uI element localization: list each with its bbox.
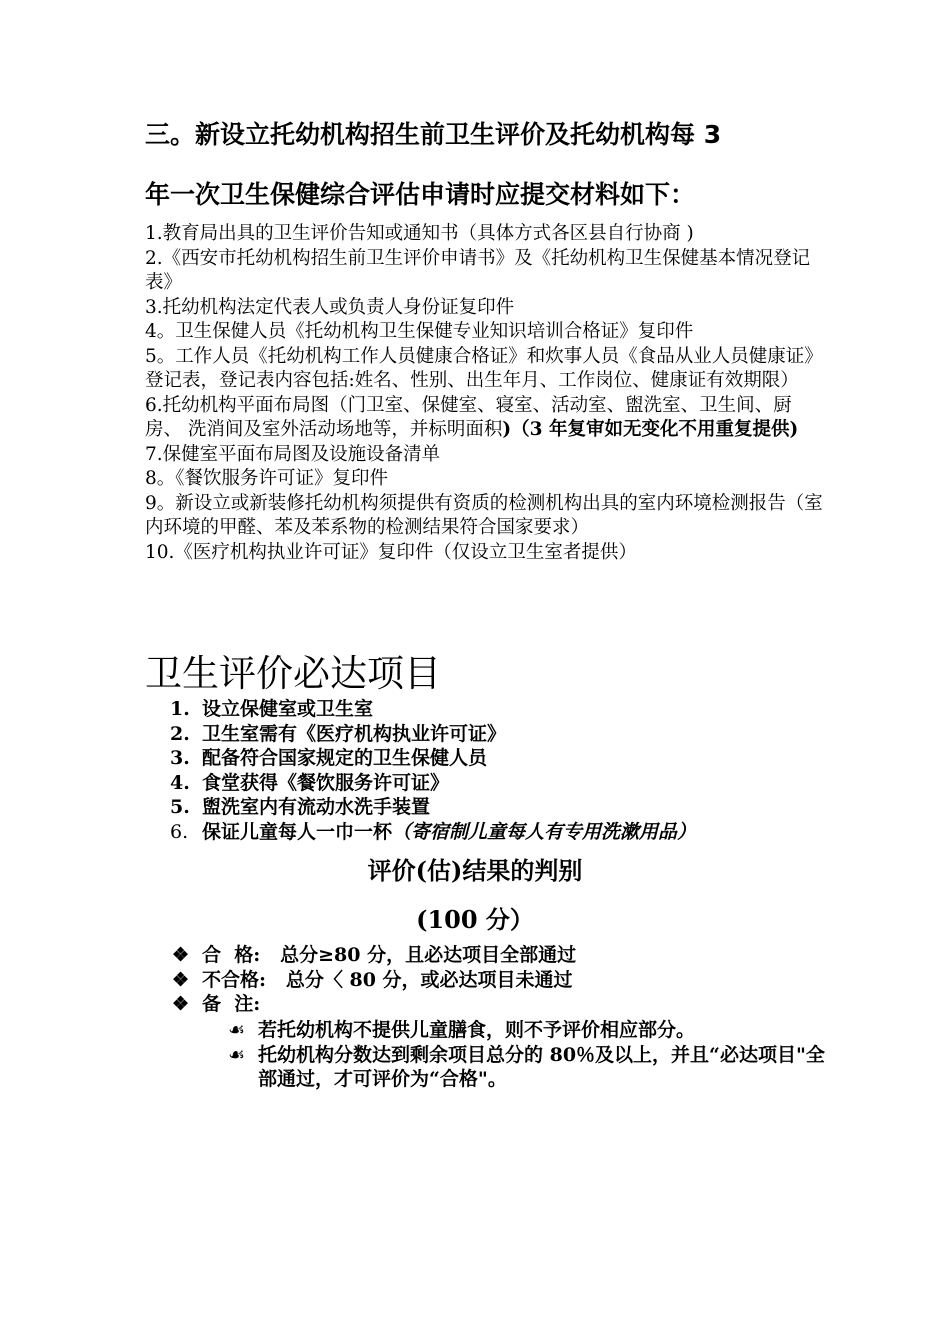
requirement-item bbox=[170, 795, 830, 820]
diamond-bullet-icon: ❖ bbox=[172, 993, 190, 1015]
requirement-number: 2. bbox=[170, 722, 190, 745]
requirement-item bbox=[170, 746, 830, 771]
requirement-note: （寄宿制儿童每人有专用洗漱用品） bbox=[392, 820, 697, 843]
requirement-item bbox=[170, 771, 830, 796]
requirements-list bbox=[170, 697, 830, 844]
remark-text: 若托幼机构不提供儿童膳食，则不予评价相应部分。 bbox=[258, 1019, 696, 1041]
remark-text: 托幼机构分数达到剩余项目总分的 80％及以上，并且“必达项目"全部通过，才可评价为“合格"。 bbox=[258, 1043, 825, 1090]
requirement-text: 保证儿童每人一巾一杯 bbox=[202, 820, 393, 843]
floral-bullet-icon: ☙ bbox=[228, 1019, 246, 1041]
remarks-notes bbox=[228, 1018, 828, 1092]
remark-item bbox=[228, 1018, 828, 1043]
material-item-4: 4。卫生保健人员《托幼机构卫生保健专业知识培训合格证》复印件 bbox=[145, 321, 694, 342]
diamond-bullet-icon: ❖ bbox=[172, 968, 190, 991]
criterion-remarks bbox=[172, 992, 832, 1017]
criterion-text: 不合格: 总分〈 80 分，或必达项目未通过 bbox=[202, 968, 573, 991]
requirement-item bbox=[170, 722, 830, 747]
requirement-text: 设立保健室或卫生室 bbox=[202, 698, 374, 720]
section-title-line-2: 年一次卫生保健综合评估申请时应提交材料如下： bbox=[145, 180, 696, 209]
requirement-number: 1. bbox=[170, 698, 190, 720]
material-item-2: 2.《西安市托幼机构招生前卫生评价申请书》及《托幼机构卫生保健基本情况登记表》 bbox=[145, 247, 811, 293]
requirement-number: 5. bbox=[170, 796, 190, 818]
section-title-line-1: 三。新设立托幼机构招生前卫生评价及托幼机构每 3 bbox=[145, 120, 722, 149]
requirement-item bbox=[170, 697, 830, 722]
materials-list bbox=[145, 222, 825, 565]
criterion-text: 备 注: bbox=[202, 993, 261, 1015]
material-item-8: 8。《餐饮服务许可证》复印件 bbox=[145, 468, 389, 489]
requirement-text: 盥洗室内有流动水洗手装置 bbox=[202, 796, 431, 818]
requirement-number: 4. bbox=[170, 771, 190, 794]
material-item-6-text: 6.托幼机构平面布局图（门卫室、保健室、寝室、活动室、盥洗室、卫生间、厨房、 洗消间及室外活动场地等，并标明面积 bbox=[145, 394, 792, 440]
diamond-bullet-icon: ❖ bbox=[172, 944, 190, 966]
requirement-text: 食堂获得《餐饮服务许可证》 bbox=[202, 771, 450, 794]
requirement-number: 3. bbox=[170, 747, 190, 769]
material-item-9: 9。新设立或新装修托幼机构须提供有资质的检测机构出具的室内环境检测报告（室内环境的甲醛、苯及苯系物的检测结果符合国家要求） bbox=[145, 492, 823, 538]
material-item-3: 3.托幼机构法定代表人或负责人身份证复印件 bbox=[145, 296, 515, 318]
material-item-7: 7.保健室平面布局图及设施设备清单 bbox=[145, 443, 441, 465]
requirement-number: 6. bbox=[170, 820, 189, 843]
requirement-text: 配备符合国家规定的卫生保健人员 bbox=[202, 747, 488, 769]
material-item-6-note: )（3 年复审如无变化不用重复提供) bbox=[502, 419, 799, 440]
material-item-1: 1.教育局出具的卫生评价告知或通知书（具体方式各区县自行协商 ) bbox=[145, 223, 694, 244]
material-item-6 bbox=[145, 394, 825, 443]
judgement-criteria bbox=[172, 943, 832, 1017]
material-item-5: 5。工作人员《托幼机构工作人员健康合格证》和炊事人员《食品从业人员健康证》登记表，登记表内容包括:姓名、性别、出生年月、工作岗位、健康证有效期限） bbox=[145, 345, 823, 391]
material-item-10: 10.《医疗机构执业许可证》复印件（仅设立卫生室者提供） bbox=[145, 541, 637, 563]
floral-bullet-icon: ☙ bbox=[228, 1043, 246, 1066]
criterion-fail bbox=[172, 968, 832, 993]
result-subtitle: (100 分） bbox=[416, 905, 534, 934]
criterion-pass bbox=[172, 943, 832, 968]
requirement-item bbox=[170, 820, 830, 845]
requirements-heading: 卫生评价必达项目 bbox=[145, 652, 441, 695]
result-title: 评价(估)结果的判别 bbox=[367, 856, 583, 885]
criterion-text: 合 格: 总分≥80 分，且必达项目全部通过 bbox=[202, 944, 577, 966]
requirement-text: 卫生室需有《医疗机构执业许可证》 bbox=[202, 722, 507, 745]
remark-item bbox=[228, 1043, 828, 1092]
